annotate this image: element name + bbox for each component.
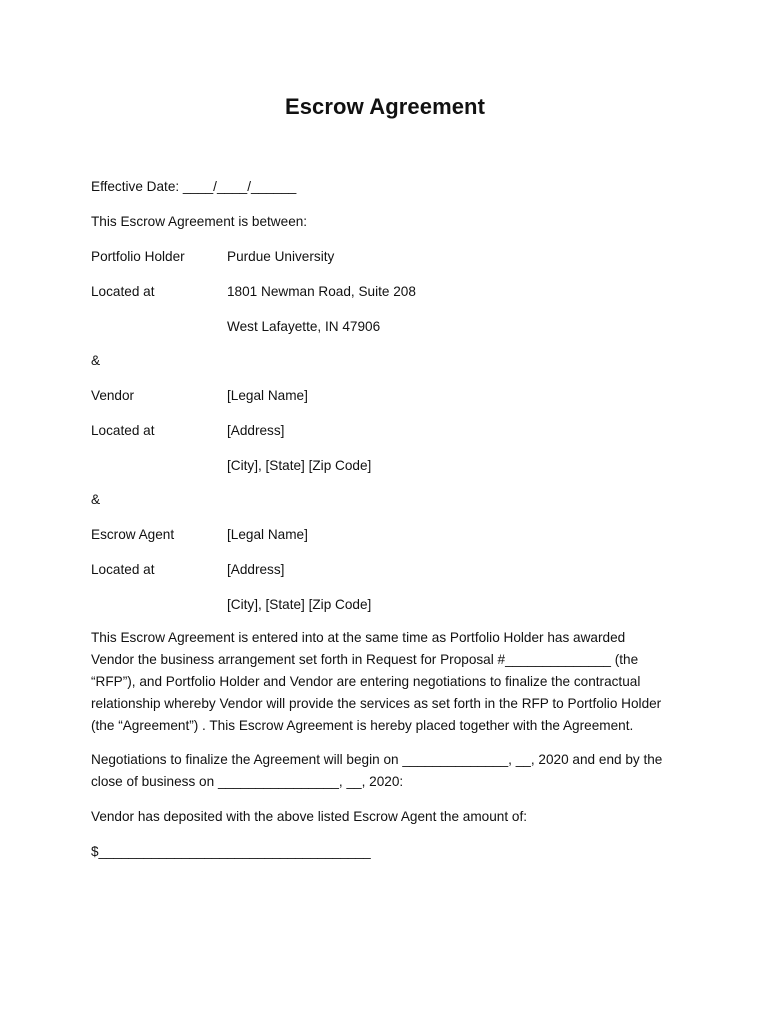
agreement-paragraph-line: This Escrow Agreement is entered into at the same time as Portfolio Holder has awarded <box>91 630 626 645</box>
vendor-label: Vendor <box>91 388 135 403</box>
portfolio-holder-address-line1: 1801 Newman Road, Suite 208 <box>227 284 416 299</box>
portfolio-holder-located-label: Located at <box>91 284 155 299</box>
agreement-paragraph-line: “RFP”), and Portfolio Holder and Vendor are entering negotiations to finalize the contractual <box>91 674 641 689</box>
vendor-address-line1: [Address] <box>227 423 285 438</box>
document-title: Escrow Agreement <box>284 94 486 119</box>
escrow-agent-label: Escrow Agent <box>91 527 175 542</box>
portfolio-holder-name: Purdue University <box>227 249 335 264</box>
deposit-text: Vendor has deposited with the above listed Escrow Agent the amount of: <box>91 809 528 824</box>
effective-date-line: Effective Date: ____/____/______ <box>91 179 297 194</box>
escrow-agent-address-line2: [City], [State] [Zip Code] <box>227 597 372 612</box>
escrow-agent-name: [Legal Name] <box>227 527 308 542</box>
escrow-agent-located-label: Located at <box>91 562 155 577</box>
vendor-address-line2: [City], [State] [Zip Code] <box>227 458 372 473</box>
negotiations-paragraph <box>91 749 691 793</box>
negotiations-paragraph-line: Negotiations to finalize the Agreement will begin on ______________, __, 2020 and end by the <box>91 752 663 767</box>
vendor-name: [Legal Name] <box>227 388 308 403</box>
portfolio-holder-address-line2: West Lafayette, IN 47906 <box>227 319 381 334</box>
ampersand-2: & <box>91 492 101 507</box>
agreement-paragraph-line: relationship whereby Vendor will provide the services as set forth in the RFP to Portfolio Holder <box>91 696 662 711</box>
escrow-agent-address-line1: [Address] <box>227 562 285 577</box>
agreement-paragraph-line: Vendor the business arrangement set forth in Request for Proposal #______________ (the <box>91 652 639 667</box>
agreement-paragraph-line: (the “Agreement”) . This Escrow Agreement is hereby placed together with the Agreement. <box>91 718 634 733</box>
between-line: This Escrow Agreement is between: <box>91 214 308 229</box>
ampersand-1: & <box>91 353 101 368</box>
agreement-paragraph <box>91 627 691 737</box>
amount-line: $____________________________________ <box>91 844 371 859</box>
negotiations-paragraph-line: close of business on ________________, __, 2020: <box>91 774 404 789</box>
portfolio-holder-label: Portfolio Holder <box>91 249 185 264</box>
vendor-located-label: Located at <box>91 423 155 438</box>
